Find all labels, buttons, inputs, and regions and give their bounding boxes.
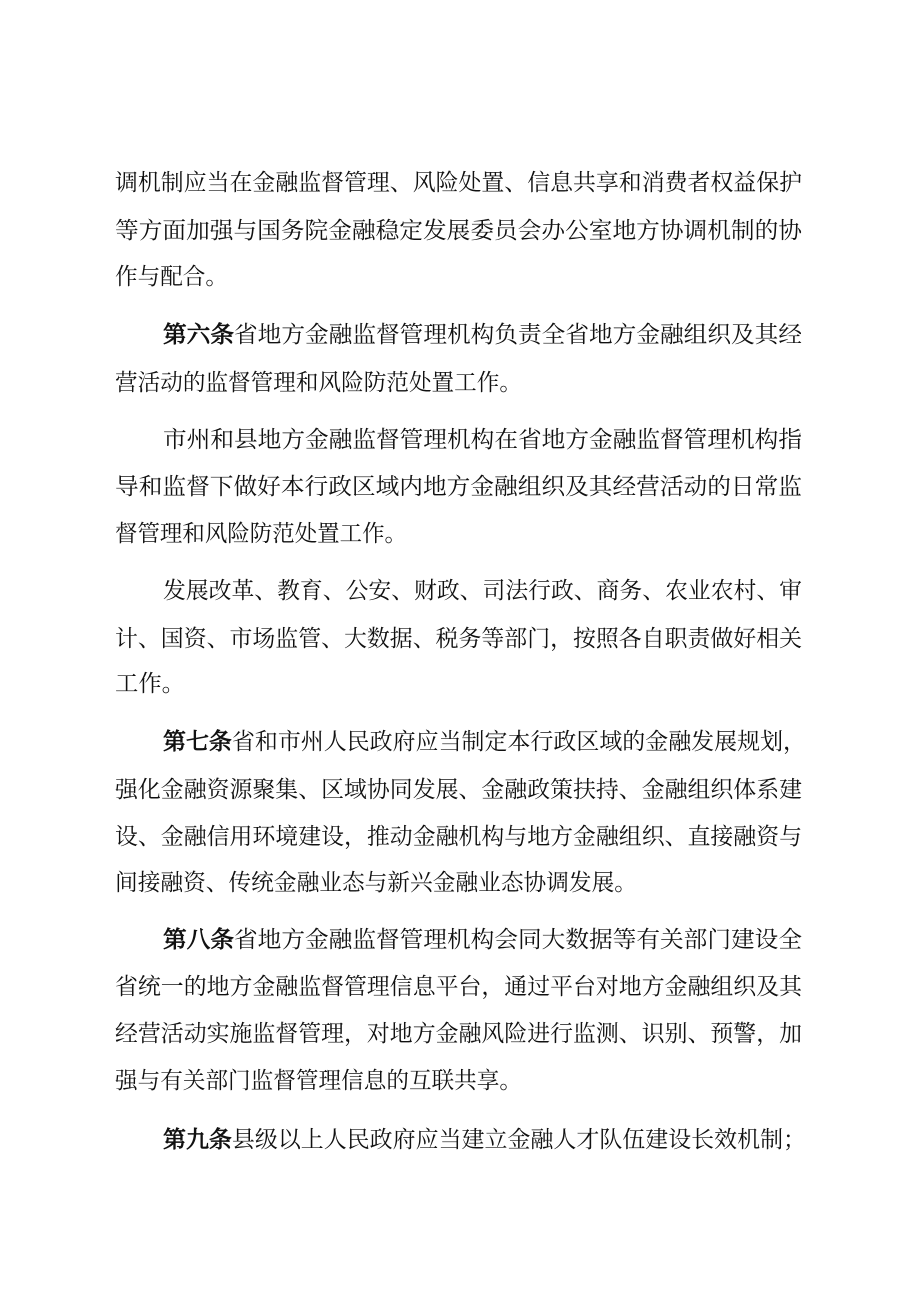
article-heading: 第七条 [163, 728, 232, 755]
line-text: 强化金融资源聚集、区域协同发展、金融政策扶持、金融组织体系建 [115, 777, 802, 803]
line-text: 营活动的监督管理和风险防范处置工作。 [115, 370, 522, 396]
line-text: 调机制应当在金融监督管理、风险处置、信息共享和消费者权益保护 [115, 170, 802, 196]
line-text: 强与有关部门监督管理信息的互联共享。 [115, 1068, 522, 1094]
line-text: 市州和县地方金融监督管理机构在省地方金融监督管理机构指 [163, 427, 802, 453]
line-text: 经营活动实施监督管理，对地方金融风险进行监测、识别、预警，加 [115, 1021, 802, 1047]
line-text [163, 1125, 806, 1155]
line-text: 作与配合。 [115, 264, 228, 290]
line-text: 计、国资、市场监管、大数据、税务等部门，按照各自职责做好相关 [115, 626, 802, 652]
line-text [163, 727, 806, 757]
line-text [163, 320, 802, 350]
line-text: 发展改革、教育、公安、财政、司法行政、商务、农业农村、审 [163, 578, 802, 604]
line-text: 导和监督下做好本行政区域内地方金融组织及其经营活动的日常监 [115, 474, 802, 500]
article-body: 省和市州人民政府应当制定本行政区域的金融发展规划， [231, 729, 807, 755]
line-text: 督管理和风险防范处置工作。 [115, 521, 407, 547]
line-text: 工作。 [115, 671, 185, 697]
line-text: 间接融资、传统金融业态与新兴金融业态协调发展。 [115, 870, 637, 896]
article-body: 县级以上人民政府应当建立金融人才队伍建设长效机制； [231, 1127, 807, 1153]
line-text: 省统一的地方金融监督管理信息平台，通过平台对地方金融组织及其 [115, 974, 802, 1000]
article-body: 省地方金融监督管理机构会同大数据等有关部门建设全 [234, 927, 802, 953]
line-text: 等方面加强与国务院金融稳定发展委员会办公室地方协调机制的协 [115, 218, 802, 244]
line-text: 设、金融信用环境建设，推动金融机构与地方金融组织、直接融资与 [115, 824, 802, 850]
article-heading: 第八条 [163, 926, 234, 953]
article-heading: 第九条 [163, 1126, 232, 1153]
article-heading: 第六条 [163, 321, 234, 348]
article-body: 省地方金融监督管理机构负责全省地方金融组织及其经 [234, 322, 802, 348]
line-text [163, 925, 802, 955]
